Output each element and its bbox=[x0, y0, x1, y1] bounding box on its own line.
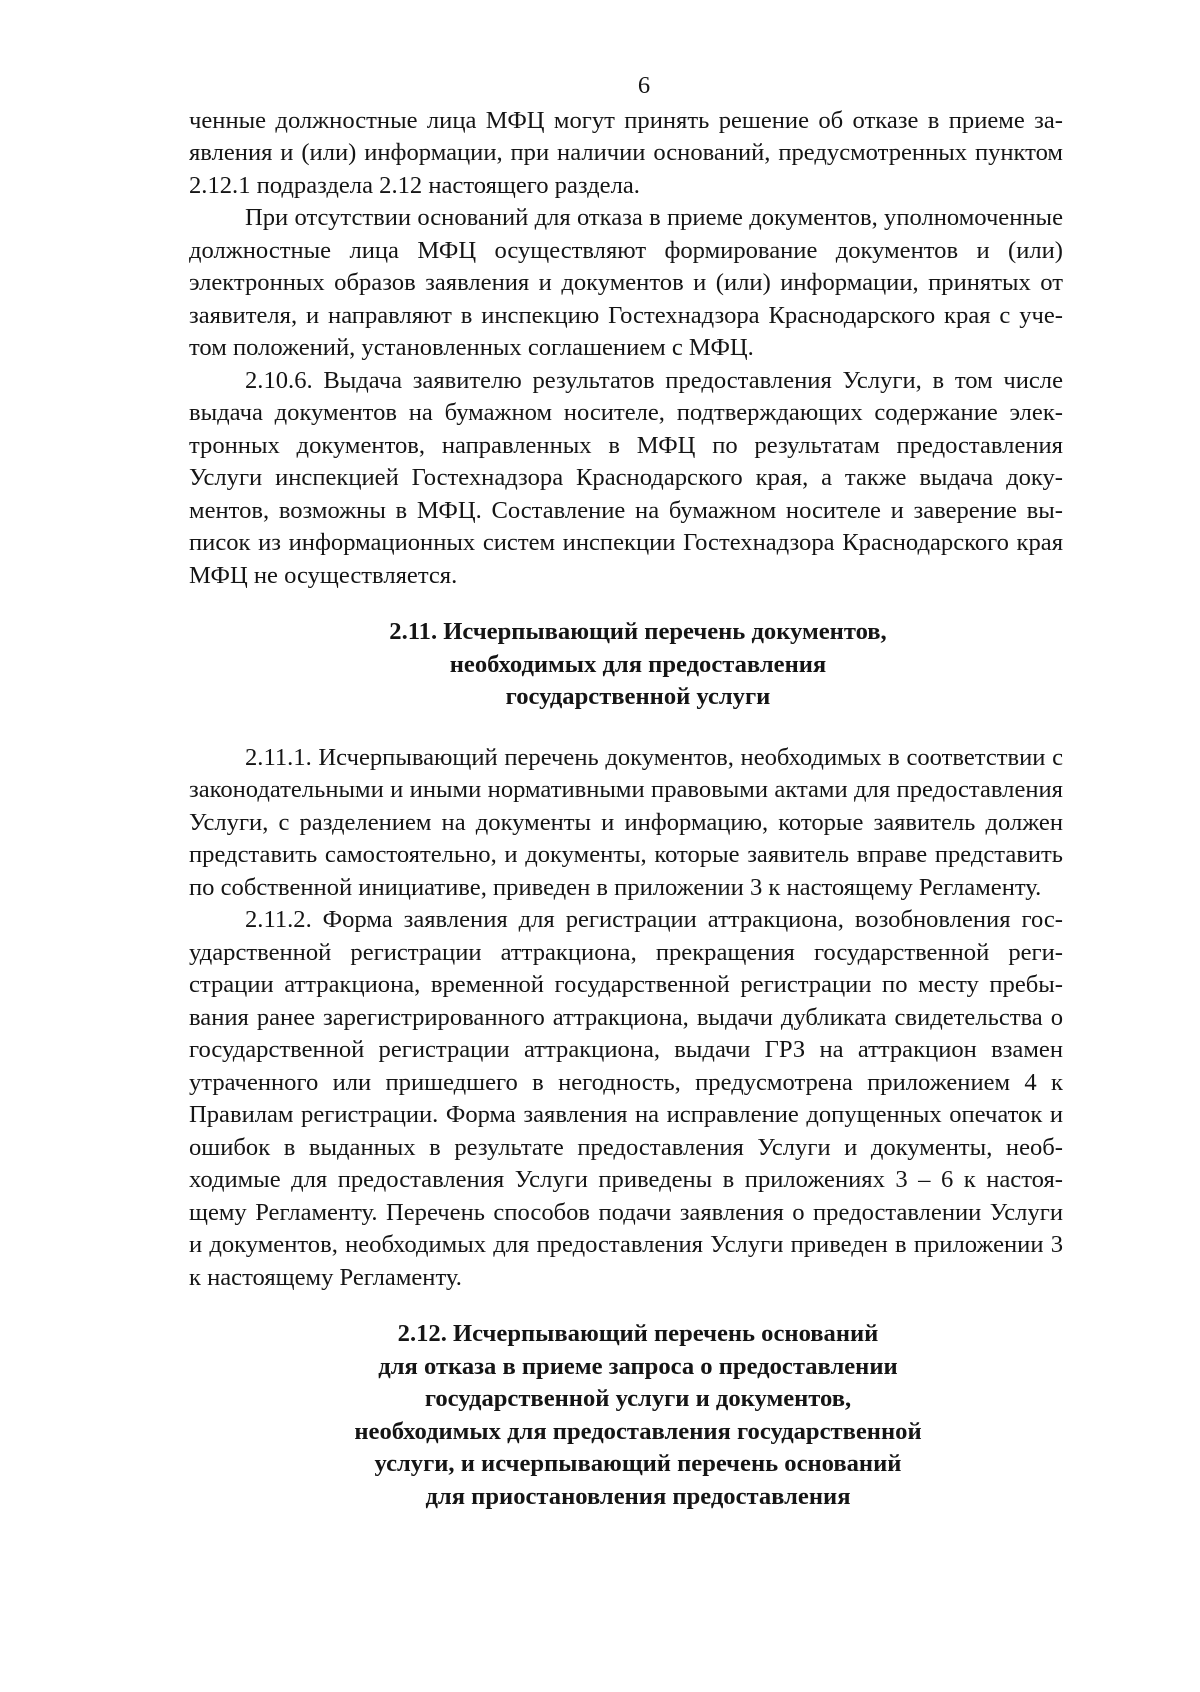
heading-line: необходимых для предоставления bbox=[449, 650, 827, 678]
heading-line: для приостановления предоставления bbox=[425, 1482, 851, 1510]
heading-line: 2.11. Исчерпывающий перечень документов, bbox=[389, 618, 887, 645]
paragraph-continuation: ченные должностные лица МФЦ могут принять решение об отказе в приеме заявления и (или) информации, при наличии оснований, предусмотренных пунктом 2.12.1 подраздела 2.12 настоящего раздела. bbox=[189, 106, 1063, 199]
paragraph-2-10-6: 2.10.6. Выдача заявителю результатов предоставления Услуги, в том числе выдача документов на бумажном носителе, подтверждающих содержание электронных документов, направленных в МФЦ по результатам предоставления Услуги инспекцией Гостехнадзора Краснодарского края, а также выдача документов, возможны в МФЦ. Составление на бумажном носителе и заверение выписок из информационных систем инспекции Гостехнадзора Краснодарского края МФЦ не осуществляется. bbox=[189, 366, 1063, 589]
heading-line: 2.12. Исчерпывающий перечень оснований bbox=[397, 1320, 879, 1347]
spacer bbox=[189, 1294, 1063, 1318]
paragraph-mfc-forming: При отсутствии оснований для отказа в приеме документов, уполномоченные должностные лица МФЦ осуществляют формирование документов и (или) электронных образов заявления и документов и (или) информации, принятых от заявителя, и направляют в инспекцию Гостехнадзора Краснодарского края с учетом положений, установленных соглашением с МФЦ. bbox=[189, 204, 1063, 361]
heading-line: государственной услуги и документов, bbox=[424, 1385, 852, 1412]
heading-line: услуги, и исчерпывающий перечень оснований bbox=[374, 1450, 902, 1477]
paragraph-2-11-2: 2.11.2. Форма заявления для регистрации аттракциона, возобновления государственной регистрации аттракциона, прекращения государственной регистрации аттракциона, временной государственной регистрации по месту пребывания ранее зарегистрированного аттракциона, выдачи дубликата свидетельства о государственной регистрации аттракциона, выдачи ГРЗ на аттракцион взамен утраченного или пришедшего в негодность, предусмотрена приложением 4 к Правилам регистрации. Форма заявления на исправление допущенных опечаток и ошибок в выданных в результате предоставления Услуги и документы, необходимые для предоставления Услуги приведены в приложениях 3 – 6 к настоящему Регламенту. Перечень способов подачи заявления о предоставлении Услуги и документов, необходимых для предоставления Услуги приведен в приложении 3 к настоящему Регламенту. bbox=[189, 906, 1063, 1291]
spacer bbox=[189, 714, 1063, 742]
section-2-12-heading bbox=[189, 1318, 1063, 1513]
spacer bbox=[189, 592, 1063, 616]
heading-line: государственной услуги bbox=[505, 683, 771, 710]
document-page bbox=[189, 70, 1063, 1513]
paragraph-2-11-1: 2.11.1. Исчерпывающий перечень документов, необходимых в соответствии с законодательными и иными нормативными правовыми актами для предоставления Услуги, с разделением на документы и информацию, которые заявитель должен представить самостоятельно, и документы, которые заявитель вправе представить по собственной инициативе, приведен в приложении 3 к настоящему Регламенту. bbox=[189, 743, 1063, 901]
section-2-11-heading bbox=[189, 616, 1063, 714]
heading-line: для отказа в приеме запроса о предоставлении bbox=[378, 1352, 898, 1380]
heading-line: необходимых для предоставления государственной bbox=[354, 1417, 922, 1445]
page-number: 6 bbox=[637, 72, 651, 99]
